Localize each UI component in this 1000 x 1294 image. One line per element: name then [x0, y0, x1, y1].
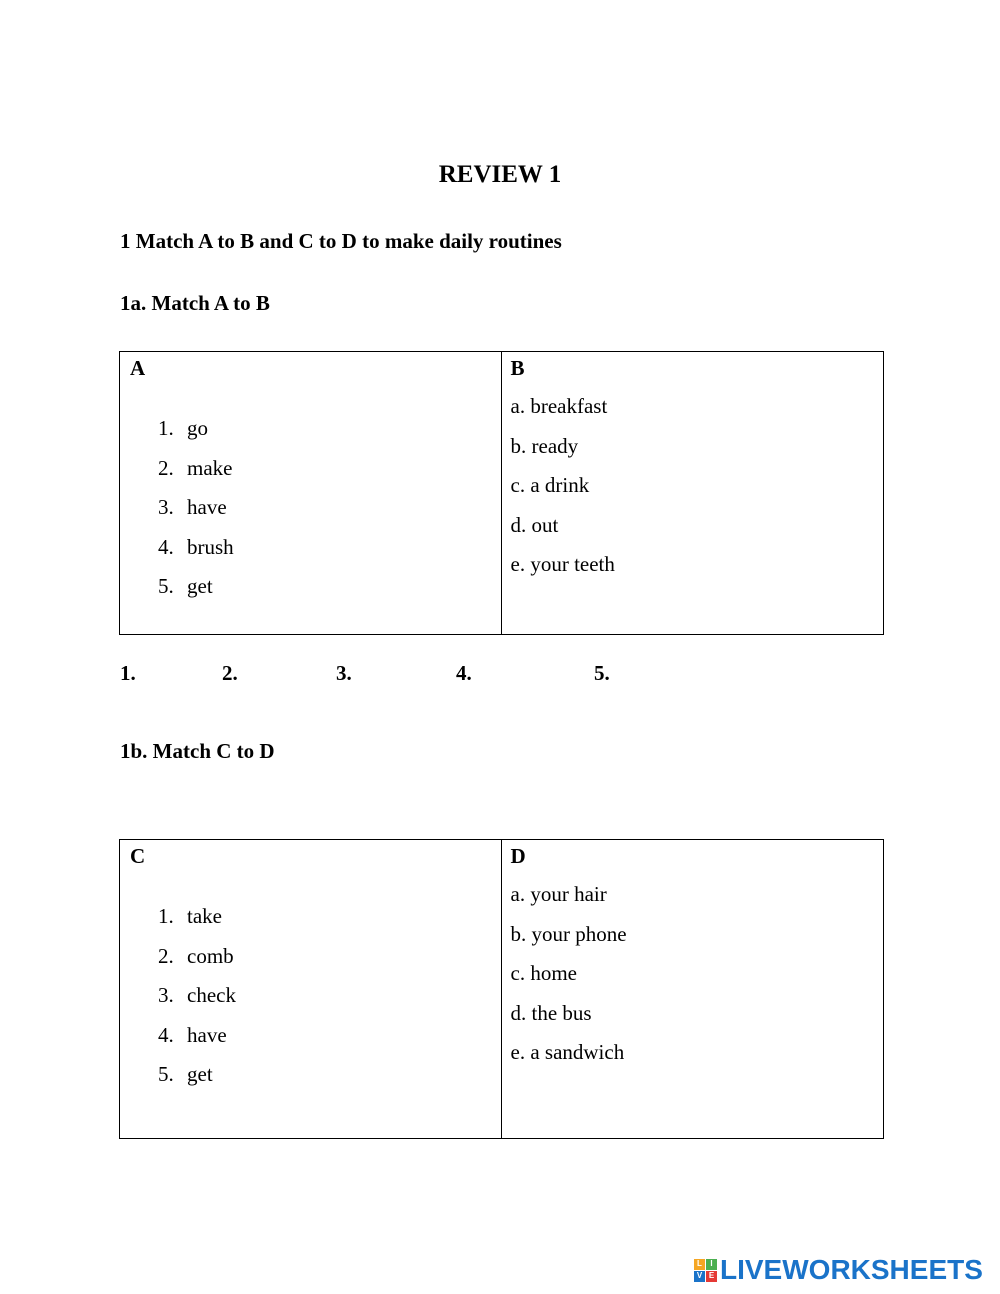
column-c-header: C: [130, 844, 146, 868]
column-d-header: D: [510, 844, 526, 868]
column-c: [120, 840, 502, 1138]
list-item: 5. get: [158, 1062, 213, 1086]
list-item: 3. have: [158, 495, 227, 519]
match-table-c-d: [119, 839, 884, 1139]
column-c-list: [158, 903, 236, 1101]
list-item: b. ready: [510, 433, 579, 458]
list-item: 5. get: [158, 574, 213, 598]
list-item: d. the bus: [510, 1000, 592, 1025]
list-item: 3. check: [158, 983, 236, 1007]
column-d-list: [511, 881, 627, 1079]
liveworksheets-logo-mark-icon: [694, 1259, 717, 1282]
list-item: e. your teeth: [510, 552, 615, 576]
answer-label-4: 4.: [456, 661, 472, 685]
page-title: REVIEW 1: [438, 161, 562, 188]
answer-label-5: 5.: [594, 661, 610, 685]
list-item: e. a sandwich: [510, 1040, 625, 1064]
answer-label-2: 2.: [222, 661, 238, 685]
list-item: a. your hair: [510, 882, 607, 906]
column-b-list: [511, 393, 615, 591]
part-a-heading: 1a. Match A to B: [120, 291, 270, 315]
logo-mark-cell: V: [694, 1271, 705, 1282]
column-a-list: [158, 415, 234, 613]
list-item: 1. take: [158, 904, 222, 928]
list-item: 2. make: [158, 455, 233, 480]
list-item: 4. have: [158, 1022, 227, 1047]
match-table-a-b: [119, 351, 884, 635]
column-a-header: A: [130, 356, 146, 380]
logo-mark-cell: I: [706, 1259, 717, 1270]
exercise-heading: 1 Match A to B and C to D to make daily routines: [120, 229, 562, 253]
list-item: 2. comb: [158, 943, 234, 968]
part-b-heading: 1b. Match C to D: [120, 739, 275, 763]
column-b: [502, 352, 884, 634]
column-a: [120, 352, 502, 634]
list-item: a. breakfast: [510, 394, 608, 418]
logo-text: LIVEWORKSHEETS: [720, 1254, 983, 1285]
list-item: c. a drink: [510, 473, 590, 497]
list-item: d. out: [510, 512, 559, 537]
liveworksheets-logo: [694, 1255, 983, 1285]
logo-mark-cell: E: [706, 1271, 717, 1282]
column-b-header: B: [510, 356, 525, 380]
list-item: 1. go: [158, 416, 208, 440]
list-item: 4. brush: [158, 534, 234, 559]
answer-label-3: 3.: [336, 661, 352, 685]
list-item: b. your phone: [510, 921, 627, 946]
answer-label-1: 1.: [120, 661, 136, 685]
logo-mark-cell: L: [694, 1259, 705, 1270]
list-item: c. home: [510, 961, 577, 985]
column-d: [502, 840, 884, 1138]
